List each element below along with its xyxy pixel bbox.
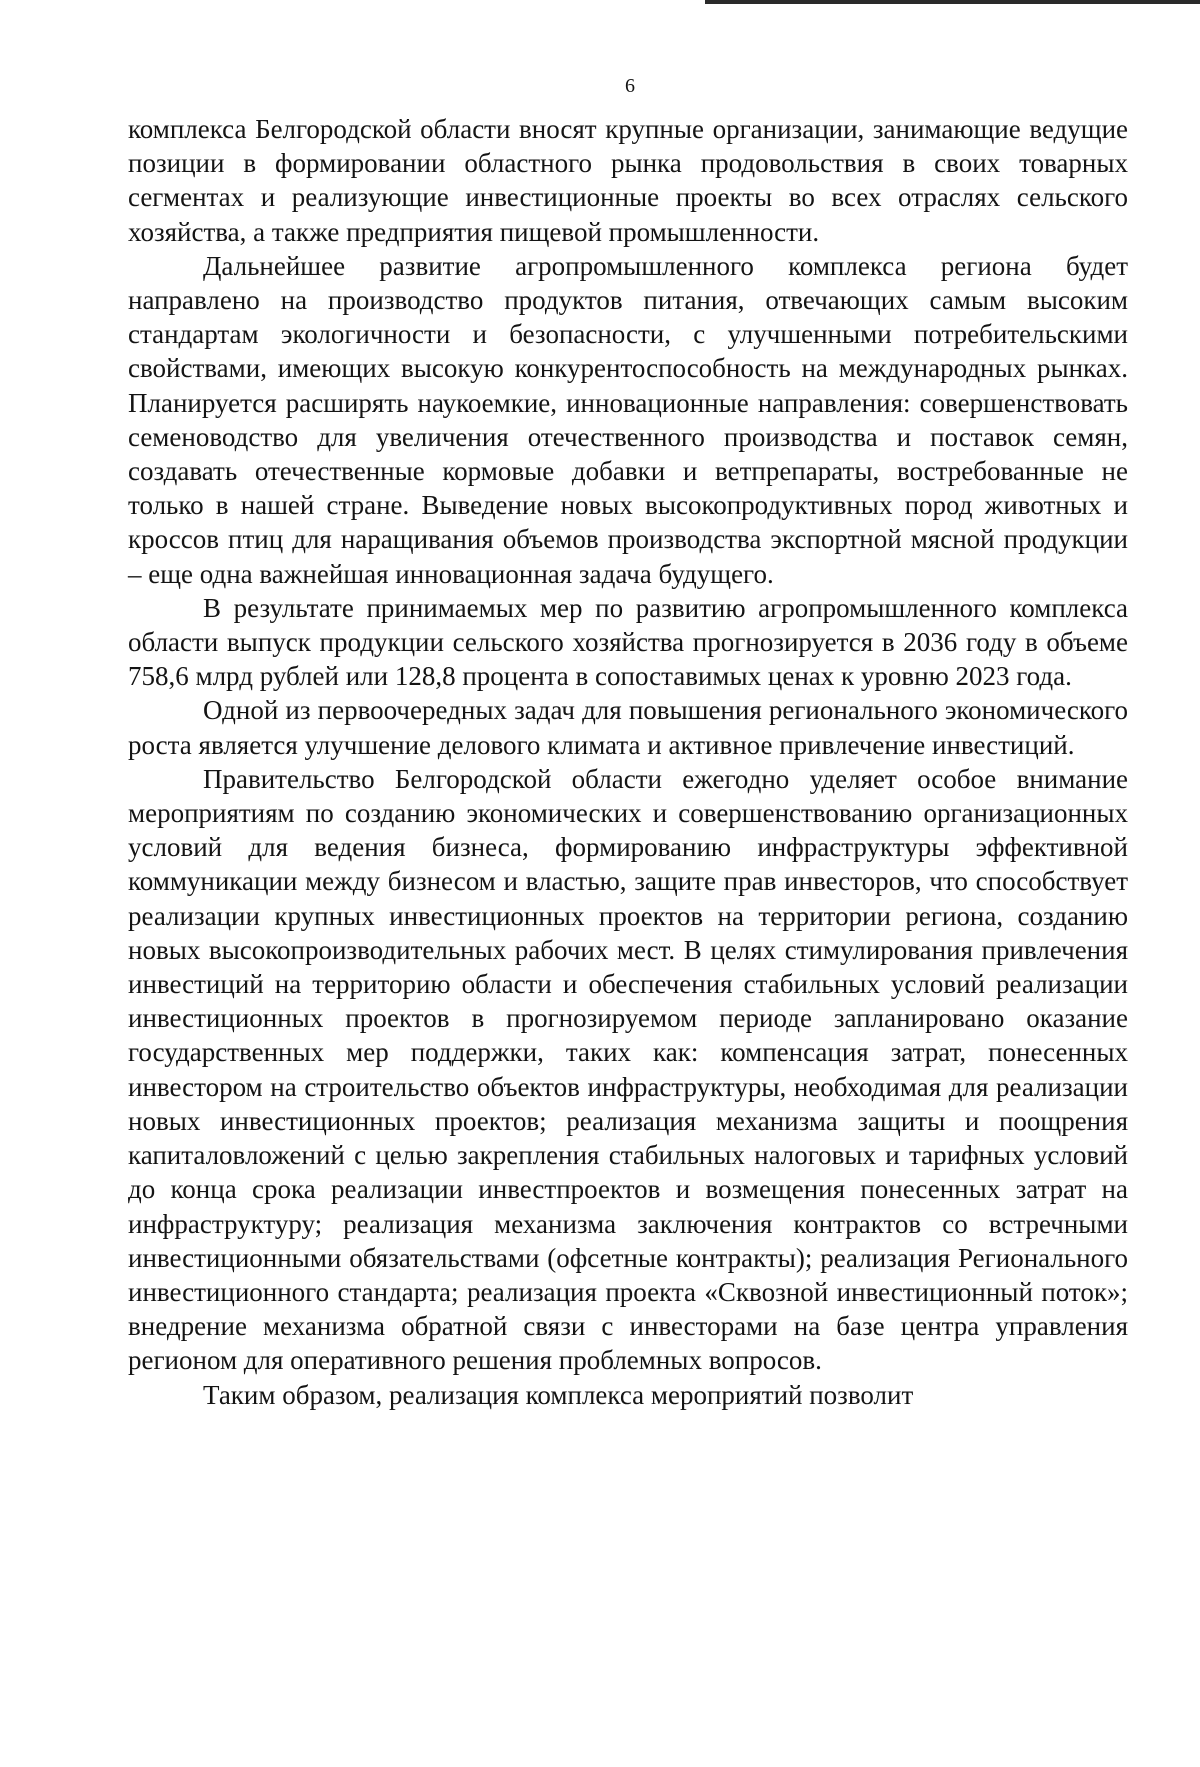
page-number: 6 [625,75,635,97]
paragraph-continuation: комплекса Белгородской области вносят крупные организации, занимающие ведущие позиции в формировании областного рынка продовольствия в своих товарных сегментах и реализующие инвестиционные проекты во всех отраслях сельского хозяйства, а также предприятия пищевой промышленности. [128,114,1128,247]
paragraph-government-measures: Правительство Белгородской области ежегодно уделяет особое внимание мероприятиям по созданию экономических и совершенствованию организационных условий для ведения бизнеса, формированию инфраструктуры эффективной коммуникации между бизнесом и властью, защите прав инвесторов, что способствует реализации крупных инвестиционных проектов на территории региона, созданию новых высокопроизводительных рабочих мест. В целях стимулирования привлечения инвестиций на территорию области и обеспечения стабильных условий реализации инвестиционных проектов в прогнозируемом периоде запланировано оказание государственных мер поддержки, таких как: компенсация затрат, понесенных инвестором на строительство объектов инфраструктуры, необходимая для реализации новых инвестиционных проектов; реализация механизма защиты и поощрения капиталовложений с целью закрепления стабильных налоговых и тарифных условий до конца срока реализации инвестпроектов и возмещения понесенных затрат на инфраструктуру; реализация механизма заключения контрактов со встречными инвестиционными обязательствами (офсетные контракты); реализация Регионального инвестиционного стандарта; реализация проекта «Сквозной инвестиционный поток»; внедрение механизма обратной связи с инвесторами на базе центра управления регионом для оперативного решения проблемных вопросов. [128,763,1128,1376]
top-border-line [705,0,1200,4]
paragraph-forecast: В результате принимаемых мер по развитию агропромышленного комплекса области выпуск продукции сельского хозяйства прогнозируется в 2036 году в объеме 758,6 млрд рублей или 128,8 процента в сопоставимых ценах к уровню 2023 года. [128,592,1128,692]
document-body [128,112,1128,1412]
paragraph-development: Дальнейшее развитие агропромышленного комплекса региона будет направлено на производство продуктов питания, отвечающих самым высоким стандартам экологичности и безопасности, с улучшенными потребительскими свойствами, имеющих высокую конкурентоспособность на международных рынках. Планируется расширять наукоемкие, инновационные направления: совершенствовать семеноводство для увеличения отечественного производства и поставок семян, создавать отечественные кормовые добавки и ветпрепараты, востребованные не только в нашей стране. Выведение новых высокопродуктивных пород животных и кроссов птиц для наращивания объемов производства экспортной мясной продукции – еще одна важнейшая инновационная задача будущего. [128,250,1128,589]
paragraph-priority-tasks: Одной из первоочередных задач для повышения регионального экономического роста является улучшение делового климата и активное привлечение инвестиций. [128,695,1128,760]
paragraph-conclusion: Таким образом, реализация комплекса мероприятий позволит [203,1379,914,1410]
